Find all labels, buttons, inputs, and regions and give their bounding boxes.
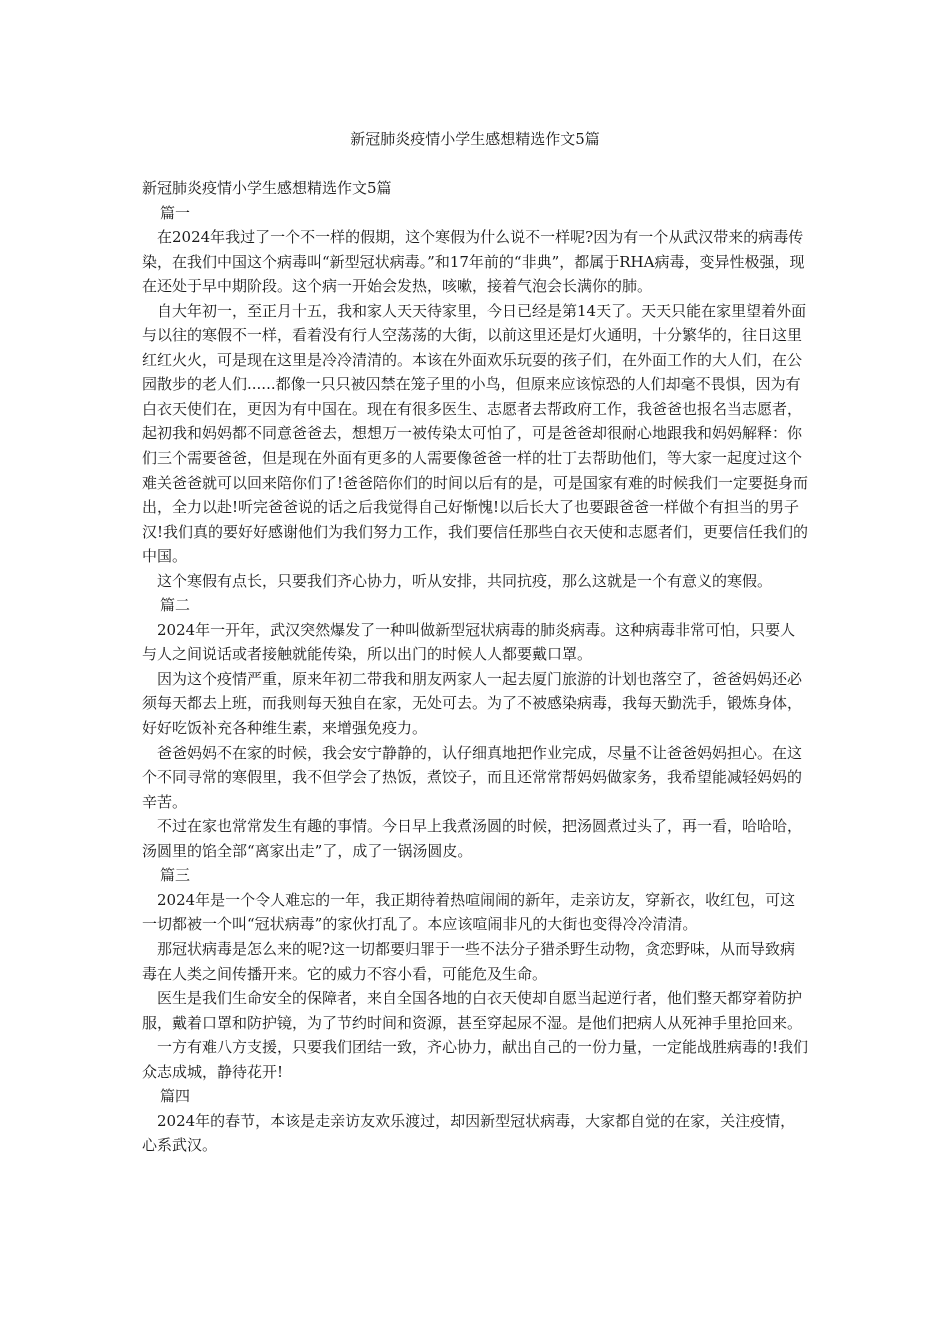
paragraph: 2024年的春节，本该是走亲访友欢乐渡过，却因新型冠状病毒，大家都自觉的在家，关注疫情，心系武汉。 — [142, 1111, 796, 1155]
paragraph: 自大年初一，至正月十五，我和家人天天待家里，今日已经是第14天了。天天只能在家里望着外面与以往的寒假不一样，看着没有行人空荡荡的大街，以前这里还是灯火通明，十分繁华的，往日这里红红火火，可是现在这里是冷冷清清的。本该在外面欢乐玩耍的孩子们，在外面工作的大人们，在公园散步的老人们......都像一只只被囚禁在笼子里的小鸟，但原来应该惊恐的人们却毫不畏惧，因为有白衣天使们在，更因为有中国在。现在有很多医生、志愿者去帮政府工作，我爸爸也报名当志愿者，起初我和妈妈都不同意爸爸去，想想万一被传染太可怕了，可是爸爸却很耐心地跟我和妈妈解释：你们三个需要爸爸，但是现在外面有更多的人需要像爸爸一样的壮丁去帮助他们，等大家一起度过这个难关爸爸就可以回来陪你们了!爸爸陪你们的时间以后有的是，可是国家有难的时候我们一定要挺身而出，全力以赴!听完爸爸说的话之后我觉得自己好惭愧!以后长大了也要跟爸爸一样做个有担当的男子汉!我们真的要好好感谢他们为我们努力工作，我们要信任那些白衣天使和志愿者们，更要信任我们的中国。 — [142, 301, 809, 566]
paragraph: 2024年一开年，武汉突然爆发了一种叫做新型冠状病毒的肺炎病毒。这种病毒非常可怕，只要人与人之间说话或者接触就能传染，所以出门的时候人人都要戴口罩。 — [142, 620, 796, 664]
section-heading-1: 篇一 — [160, 203, 191, 222]
section-heading-3: 篇三 — [160, 866, 191, 885]
document-body — [142, 176, 810, 1158]
paragraph: 一方有难八方支援，只要我们团结一致，齐心协力，献出自己的一份力量，一定能战胜病毒的!我们众志成城，静待花开! — [142, 1038, 809, 1081]
paragraph: 医生是我们生命安全的保障者，来自全国各地的白衣天使却自愿当起逆行者，他们整天都穿着防护服，戴着口罩和防护镜，为了节约时间和资源，甚至穿起尿不湿。是他们把病人从死神手里抢回来。 — [142, 989, 803, 1032]
document-subtitle: 新冠肺炎疫情小学生感想精选作文5篇 — [142, 179, 392, 197]
section-heading-4: 篇四 — [160, 1087, 191, 1106]
paragraph: 不过在家也常常发生有趣的事情。今日早上我煮汤圆的时候，把汤圆煮过头了，再一看，哈哈哈，汤圆里的馅全部“离家出走”了，成了一锅汤圆皮。 — [142, 817, 803, 860]
paragraph: 在2024年我过了一个不一样的假期，这个寒假为什么说不一样呢?因为有一个从武汉带来的病毒传染，在我们中国这个病毒叫“新型冠状病毒。”和17年前的“非典”，都属于RHA病毒，变异性极强，现在还处于早中期阶段。这个病一开始会发热，咳嗽，接着气泡会长满你的肺。 — [142, 228, 805, 296]
page-title: 新冠肺炎疫情小学生感想精选作文5篇 — [350, 130, 600, 148]
paragraph: 爸爸妈妈不在家的时候，我会安宁静静的，认仔细真地把作业完成，尽量不让爸爸妈妈担心。在这个不同寻常的寒假里，我不但学会了热饭，煮饺子，而且还常常帮妈妈做家务，我希望能减轻妈妈的辛苦。 — [142, 743, 803, 811]
paragraph: 2024年是一个令人难忘的一年，我正期待着热喧闹闹的新年，走亲访友，穿新衣，收红包，可这一切都被一个叫“冠状病毒”的家伙打乱了。本应该喧闹非凡的大街也变得冷冷清清。 — [142, 890, 796, 934]
paragraph: 这个寒假有点长，只要我们齐心协力，听从安排，共同抗疫，那么这就是一个有意义的寒假。 — [157, 571, 773, 590]
section-heading-2: 篇二 — [160, 596, 191, 615]
paragraph: 因为这个疫情严重，原来年初二带我和朋友两家人一起去厦门旅游的计划也落空了，爸爸妈妈还必须每天都去上班，而我则每天独自在家，无处可去。为了不被感染病毒，我每天勤洗手，锻炼身体，好好吃饭补充各种维生素，来增强免疫力。 — [142, 669, 803, 738]
paragraph: 那冠状病毒是怎么来的呢?这一切都要归罪于一些不法分子猎杀野生动物，贪恋野味，从而导致病毒在人类之间传播开来。它的威力不容小看，可能危及生命。 — [142, 939, 796, 983]
